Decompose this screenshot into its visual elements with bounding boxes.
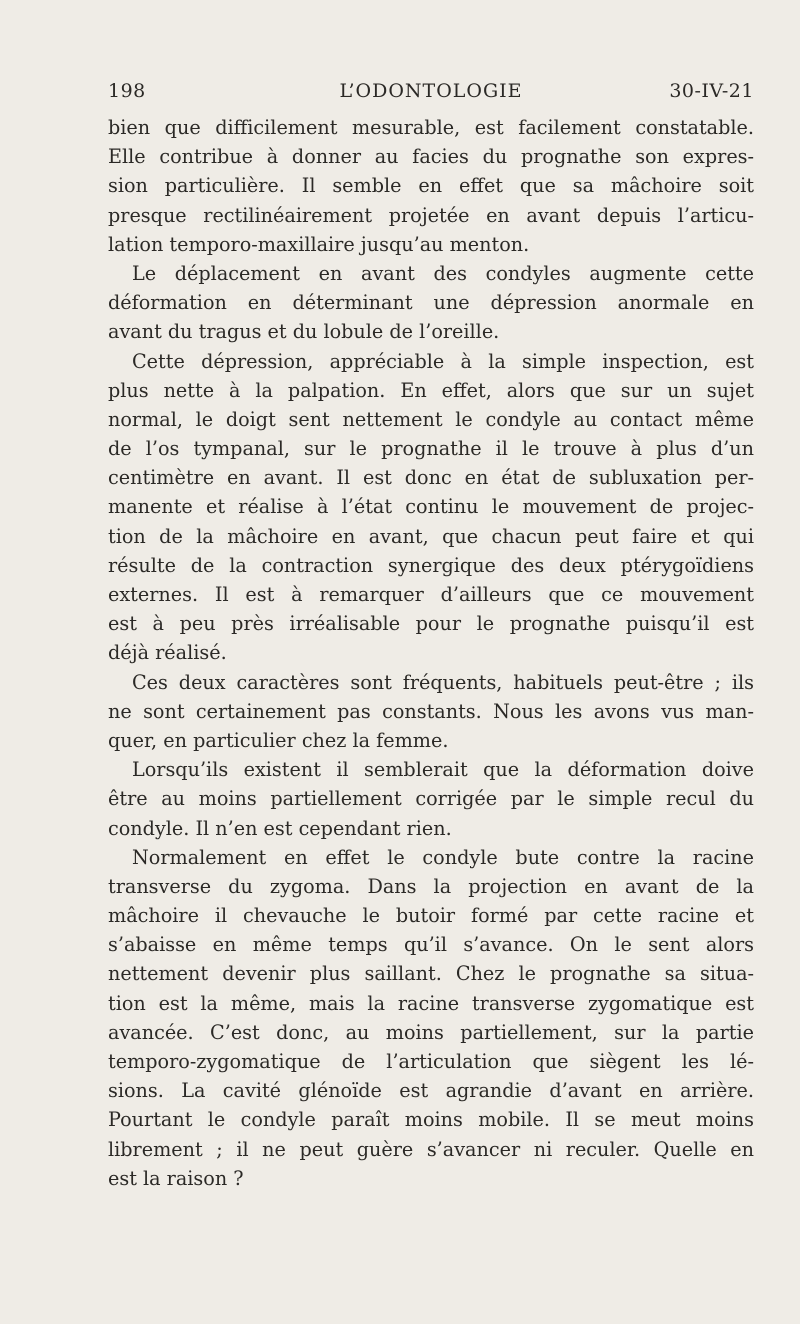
text-line: tion est la même, mais la racine transverse zygomatique est <box>108 991 754 1015</box>
running-head <box>108 80 754 110</box>
paragraph-1 <box>108 113 754 259</box>
text-line: lation temporo-maxillaire jusqu’au menton. <box>108 232 530 256</box>
text-line: presque rectilinéairement projetée en avant depuis l’articu- <box>108 203 754 227</box>
text-line: s’abaisse en même temps qu’il s’avance. On le sent alors <box>108 933 754 957</box>
text-line: temporo-zygomatique de l’articulation que siègent les lé- <box>108 1050 754 1073</box>
text-line: bien que difficilement mesurable, est facilement constatable. <box>108 116 754 139</box>
text-line: Ces deux caractères sont fréquents, habituels peut-être ; ils <box>132 670 754 694</box>
text-line: sions. La cavité glénoïde est agrandie d’avant en arrière. <box>108 1079 754 1103</box>
text-line: être au moins partiellement corrigée par le simple recul du <box>108 787 754 811</box>
text-line: normal, le doigt sent nettement le condyle au contact même <box>108 407 754 431</box>
text-line: tion de la mâchoire en avant, que chacun peut faire et qui <box>108 524 754 548</box>
text-line: centimètre en avant. Il est donc en état de subluxation per- <box>108 466 754 490</box>
text-line: résulte de la contraction synergique des deux ptérygoïdiens <box>108 553 754 577</box>
text-line: plus nette à la palpation. En effet, alors que sur un sujet <box>108 378 754 402</box>
page-number: 198 <box>108 80 146 102</box>
text-line: quer, en particulier chez la femme. <box>108 728 449 752</box>
text-line: manente et réalise à l’état continu le mouvement de projec- <box>108 495 754 519</box>
paragraph-6 <box>108 843 754 1193</box>
text-line: est la raison ? <box>108 1166 244 1190</box>
text-line: avant du tragus et du lobule de l’oreille. <box>108 320 500 344</box>
paragraph-4 <box>108 668 754 756</box>
text-line: Elle contribue à donner au facies du prognathe son expres- <box>108 145 754 169</box>
text-line: Cette dépression, appréciable à la simple inspection, est <box>132 349 754 373</box>
text-line: Lorsqu’ils existent il semblerait que la déformation doive <box>132 758 754 782</box>
paragraph-2 <box>108 259 754 347</box>
text-line: condyle. Il n’en est cependant rien. <box>108 816 452 840</box>
text-line: est à peu près irréalisable pour le prognathe puisqu’il est <box>108 612 754 636</box>
text-line: ne sont certainement pas constants. Nous les avons vus man- <box>108 699 754 723</box>
text-line: Pourtant le condyle paraît moins mobile. Il se meut moins <box>108 1108 754 1132</box>
text-line: nettement devenir plus saillant. Chez le prognathe sa situa- <box>108 962 754 986</box>
paragraph-3 <box>108 347 754 668</box>
paragraph-5 <box>108 755 754 843</box>
text-line: Normalement en effet le condyle bute contre la racine <box>132 845 754 869</box>
body-text <box>108 113 754 1193</box>
text-line: librement ; il ne peut guère s’avancer ni reculer. Quelle en <box>108 1137 754 1161</box>
text-line: déjà réalisé. <box>108 641 227 665</box>
journal-title: L’ODONTOLOGIE <box>339 80 523 102</box>
text-line: externes. Il est à remarquer d’ailleurs que ce mouvement <box>108 583 754 606</box>
text-line: sion particulière. Il semble en effet que sa mâchoire soit <box>108 174 754 198</box>
issue-date: 30-IV-21 <box>669 80 754 102</box>
text-line: déformation en déterminant une dépression anormale en <box>108 291 754 315</box>
text-line: mâchoire il chevauche le butoir formé par cette racine et <box>108 904 754 928</box>
text-line: Le déplacement en avant des condyles augmente cette <box>132 261 754 285</box>
text-line: de l’os tympanal, sur le prognathe il le trouve à plus d’un <box>108 437 754 461</box>
text-line: transverse du zygoma. Dans la projection en avant de la <box>108 874 754 898</box>
text-line: avancée. C’est donc, au moins partiellement, sur la partie <box>108 1020 754 1044</box>
